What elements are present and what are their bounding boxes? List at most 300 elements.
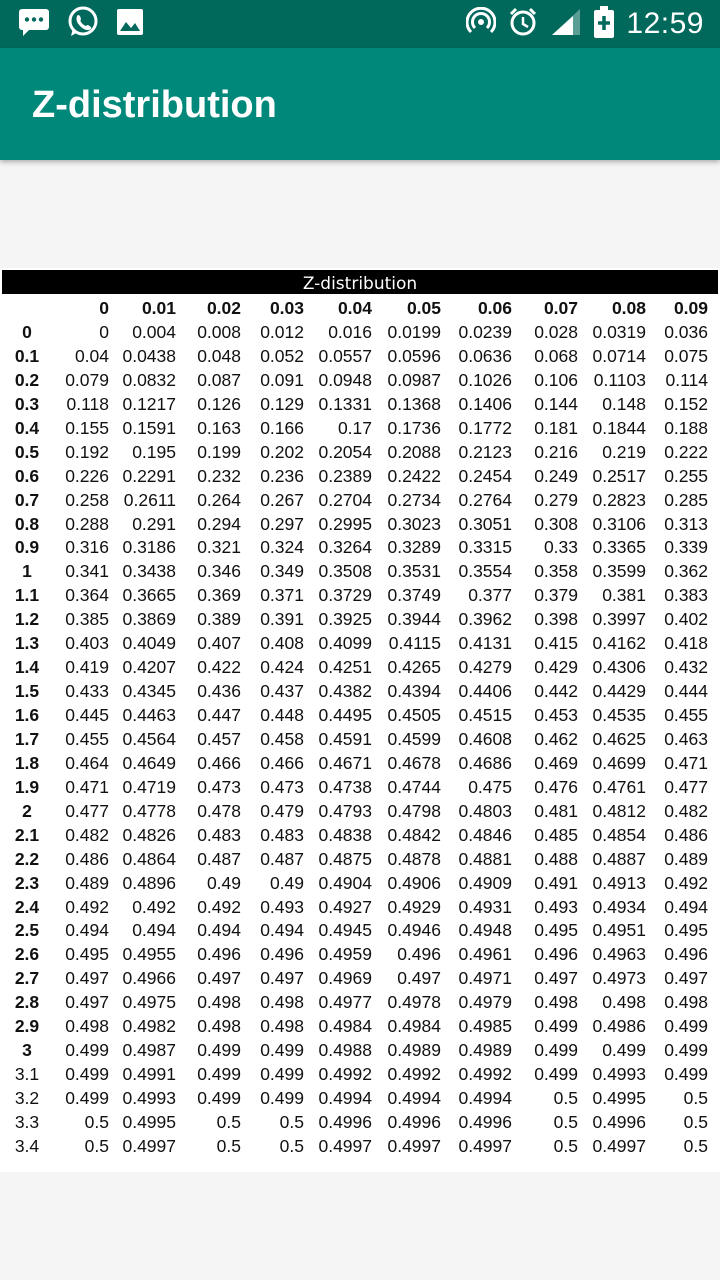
table-cell: 0.473 bbox=[197, 776, 241, 797]
table-cell: 0.499 bbox=[260, 1040, 304, 1061]
table-cell: 0.0987 bbox=[387, 369, 441, 390]
table-cell: 0.4997 bbox=[122, 1135, 176, 1156]
row-label: 2.7 bbox=[14, 968, 40, 989]
table-cell: 0.324 bbox=[260, 537, 304, 558]
table-cell: 0.49 bbox=[269, 872, 304, 893]
header-corner bbox=[8, 296, 46, 320]
table-cell: 0.476 bbox=[534, 776, 578, 797]
table-cell: 0.3264 bbox=[318, 537, 372, 558]
table-cell: 0.447 bbox=[197, 705, 241, 725]
table-cell: 0.473 bbox=[260, 776, 304, 797]
table-cell: 0.464 bbox=[65, 752, 109, 773]
table-cell: 0.33 bbox=[543, 537, 578, 558]
table-cell: 0.475 bbox=[468, 776, 512, 797]
table-cell: 0.285 bbox=[664, 489, 708, 510]
table-cell: 0.4463 bbox=[122, 705, 176, 725]
table-cell: 0.4909 bbox=[458, 872, 512, 893]
table-cell: 0.492 bbox=[132, 896, 176, 917]
table-cell: 0.499 bbox=[260, 1064, 304, 1085]
table-cell: 0.188 bbox=[664, 417, 708, 438]
table-cell: 0.226 bbox=[65, 465, 109, 486]
row-label: 0.1 bbox=[14, 345, 40, 366]
table-cell: 0.419 bbox=[65, 657, 109, 678]
table-cell: 0.482 bbox=[664, 800, 708, 821]
row-label: 1.3 bbox=[14, 633, 40, 654]
table-cell: 0.0319 bbox=[592, 322, 646, 342]
table-cell: 0.4049 bbox=[122, 633, 176, 654]
table-cell: 0.297 bbox=[260, 513, 304, 534]
table-cell: 0.3508 bbox=[318, 561, 372, 582]
table-cell: 0.4946 bbox=[387, 920, 441, 941]
table-cell: 0.3925 bbox=[318, 609, 372, 630]
row-label: 0.4 bbox=[14, 417, 40, 438]
table-cell: 0.144 bbox=[534, 393, 578, 414]
table-cell: 0.2704 bbox=[318, 489, 372, 510]
table-cell: 0.0636 bbox=[458, 345, 512, 366]
table-row bbox=[0, 607, 720, 631]
table-cell: 0.4251 bbox=[318, 657, 372, 678]
table-cell: 0.4977 bbox=[318, 992, 372, 1013]
table-row bbox=[0, 416, 720, 440]
table-cell: 0.364 bbox=[65, 585, 109, 606]
table-cell: 0.4207 bbox=[122, 657, 176, 678]
table-cell: 0.466 bbox=[197, 752, 241, 773]
table-cell: 0.313 bbox=[664, 513, 708, 534]
table-cell: 0.349 bbox=[260, 561, 304, 582]
table-cell: 0.2088 bbox=[387, 441, 441, 462]
table-cell: 0.498 bbox=[534, 992, 578, 1013]
table-cell: 0.445 bbox=[65, 705, 109, 725]
table-cell: 0.4929 bbox=[387, 896, 441, 917]
table-cell: 0.4993 bbox=[122, 1088, 176, 1108]
table-cell: 0.202 bbox=[260, 441, 304, 462]
table-cell: 0.341 bbox=[65, 561, 109, 582]
table-cell: 0.079 bbox=[65, 369, 109, 390]
table-cell: 0.106 bbox=[534, 369, 578, 390]
table-cell: 0.267 bbox=[260, 489, 304, 510]
table-cell: 0.462 bbox=[534, 728, 578, 749]
table-cell: 0.485 bbox=[534, 824, 578, 845]
table-cell: 0.4429 bbox=[592, 681, 646, 702]
table-cell: 0.499 bbox=[534, 1016, 578, 1037]
table-cell: 0.5 bbox=[553, 1111, 578, 1132]
table-cell: 0.0714 bbox=[592, 345, 646, 366]
table-cell: 0.4986 bbox=[592, 1016, 646, 1037]
table-cell: 0.398 bbox=[534, 609, 578, 630]
table-cell: 0.4719 bbox=[122, 776, 176, 797]
column-header: 0.06 bbox=[477, 298, 512, 318]
table-row bbox=[0, 655, 720, 679]
table-cell: 0.4505 bbox=[387, 705, 441, 725]
table-cell: 0.4984 bbox=[387, 1016, 441, 1037]
table-cell: 0.4987 bbox=[122, 1040, 176, 1061]
table-cell: 0.114 bbox=[665, 369, 708, 390]
table-cell: 0.3023 bbox=[387, 513, 441, 534]
table-cell: 0.455 bbox=[664, 705, 708, 725]
table-row bbox=[0, 583, 720, 607]
table-cell: 0.3438 bbox=[122, 561, 176, 582]
table-cell: 0.3186 bbox=[122, 537, 176, 558]
table-cell: 0.2389 bbox=[318, 465, 372, 486]
table-cell: 0.498 bbox=[260, 992, 304, 1013]
table-cell: 0.192 bbox=[65, 441, 109, 462]
table-cell: 0.498 bbox=[664, 992, 708, 1013]
table-cell: 0.118 bbox=[66, 393, 109, 414]
table-cell: 0.4826 bbox=[122, 824, 176, 845]
table-cell: 0.181 bbox=[534, 417, 578, 438]
table-cell: 0.5 bbox=[84, 1111, 109, 1132]
table-row bbox=[0, 464, 720, 488]
table-cell: 0.2611 bbox=[123, 489, 176, 510]
table-cell: 0.4963 bbox=[592, 944, 646, 965]
table-cell: 0.4864 bbox=[122, 848, 176, 869]
table-cell: 0.498 bbox=[197, 1016, 241, 1037]
table-row bbox=[0, 392, 720, 416]
table-cell: 0.489 bbox=[65, 872, 109, 893]
table-cell: 0.3869 bbox=[122, 609, 176, 630]
column-header: 0.04 bbox=[337, 298, 372, 318]
table-cell: 0.495 bbox=[65, 944, 109, 965]
table-cell: 0.4878 bbox=[387, 848, 441, 869]
table-header-row bbox=[0, 296, 720, 320]
table-cell: 0.126 bbox=[197, 393, 241, 414]
table-cell: 0.489 bbox=[664, 848, 708, 869]
table-cell: 0.389 bbox=[197, 609, 241, 630]
table-cell: 0.369 bbox=[197, 585, 241, 606]
table-row bbox=[0, 703, 720, 727]
table-cell: 0.4608 bbox=[458, 728, 512, 749]
row-label: 1.6 bbox=[14, 705, 40, 725]
table-cell: 0.4591 bbox=[318, 728, 372, 749]
table-cell: 0.499 bbox=[65, 1040, 109, 1061]
table-cell: 0.5 bbox=[216, 1111, 241, 1132]
table-cell: 0.494 bbox=[132, 920, 176, 941]
table-row bbox=[0, 799, 720, 823]
table-cell: 0.4973 bbox=[592, 968, 646, 989]
table-cell: 0.4625 bbox=[592, 728, 646, 749]
table-cell: 0.091 bbox=[260, 369, 304, 390]
table-cell: 0.2422 bbox=[387, 465, 441, 486]
table-cell: 0.3289 bbox=[387, 537, 441, 558]
table-cell: 0.492 bbox=[664, 872, 708, 893]
table-cell: 0.415 bbox=[534, 633, 578, 654]
table-cell: 0.499 bbox=[197, 1064, 241, 1085]
table-cell: 0.048 bbox=[197, 345, 241, 366]
table-cell: 0.5 bbox=[216, 1135, 241, 1156]
row-label: 1.8 bbox=[14, 752, 40, 773]
table-cell: 0.4881 bbox=[458, 848, 512, 869]
table-cell: 0.2764 bbox=[458, 489, 512, 510]
table-cell: 0.4989 bbox=[387, 1040, 441, 1061]
row-label: 2.8 bbox=[14, 992, 40, 1013]
row-label: 2.3 bbox=[14, 872, 40, 893]
table-cell: 0.4162 bbox=[592, 633, 646, 654]
table-cell: 0.1844 bbox=[592, 417, 646, 438]
table-cell: 0.4961 bbox=[458, 944, 512, 965]
table-cell: 0.4279 bbox=[458, 657, 512, 678]
table-cell: 0.2995 bbox=[318, 513, 372, 534]
table-cell: 0.5 bbox=[279, 1111, 304, 1132]
table-cell: 0.483 bbox=[197, 824, 241, 845]
table-row bbox=[0, 966, 720, 990]
column-header: 0 bbox=[99, 298, 109, 318]
column-header: 0.09 bbox=[673, 298, 708, 318]
row-label: 2.4 bbox=[14, 896, 40, 917]
table-cell: 0.4959 bbox=[318, 944, 372, 965]
table-cell: 0.1331 bbox=[318, 393, 372, 414]
row-label: 1 bbox=[22, 561, 32, 582]
table-cell: 0.028 bbox=[534, 322, 578, 342]
table-cell: 0.362 bbox=[664, 561, 708, 582]
table-cell: 0.199 bbox=[197, 441, 241, 462]
row-label: 2.1 bbox=[14, 824, 40, 845]
table-cell: 0.4985 bbox=[458, 1016, 512, 1037]
table-cell: 0.4564 bbox=[122, 728, 176, 749]
table-cell: 0.493 bbox=[260, 896, 304, 917]
table-cell: 0.4996 bbox=[387, 1111, 441, 1132]
table-cell: 0.04 bbox=[74, 345, 109, 366]
row-label: 0.6 bbox=[14, 465, 40, 486]
table-cell: 0.424 bbox=[260, 657, 304, 678]
table-cell: 0.288 bbox=[65, 513, 109, 534]
column-header: 0.01 bbox=[141, 298, 176, 318]
table-cell: 0.494 bbox=[664, 896, 708, 917]
message-icon bbox=[18, 7, 50, 42]
table-cell: 0.4761 bbox=[592, 776, 646, 797]
table-row bbox=[0, 559, 720, 583]
table-cell: 0.2823 bbox=[592, 489, 646, 510]
row-label: 2 bbox=[22, 800, 32, 821]
column-header: 0.08 bbox=[611, 298, 646, 318]
table-cell: 0.4997 bbox=[387, 1135, 441, 1156]
table-cell: 0.497 bbox=[260, 968, 304, 989]
table-cell: 0.279 bbox=[534, 489, 578, 510]
table-cell: 0.4945 bbox=[318, 920, 372, 941]
table-cell: 0.4854 bbox=[592, 824, 646, 845]
table-cell: 0.497 bbox=[197, 968, 241, 989]
table-body bbox=[0, 320, 720, 1158]
table-cell: 0.497 bbox=[65, 992, 109, 1013]
row-label: 0.2 bbox=[14, 369, 40, 390]
table-cell: 0.4934 bbox=[592, 896, 646, 917]
table-row bbox=[0, 1086, 720, 1110]
table-cell: 0.4997 bbox=[592, 1135, 646, 1156]
table-cell: 0.482 bbox=[65, 824, 109, 845]
table-cell: 0.294 bbox=[197, 513, 241, 534]
table-cell: 0.453 bbox=[534, 705, 578, 725]
table-cell: 0.3749 bbox=[387, 585, 441, 606]
table-cell: 0.3599 bbox=[592, 561, 646, 582]
table-cell: 0.498 bbox=[197, 992, 241, 1013]
table-cell: 0.4966 bbox=[122, 968, 176, 989]
table-cell: 0.471 bbox=[664, 752, 708, 773]
table-cell: 0.407 bbox=[197, 633, 241, 654]
row-label: 1.5 bbox=[14, 681, 40, 702]
table-cell: 0.1406 bbox=[458, 393, 512, 414]
table-cell: 0.129 bbox=[260, 393, 304, 414]
table-cell: 0.466 bbox=[260, 752, 304, 773]
table-cell: 0.494 bbox=[65, 920, 109, 941]
table-cell: 0.497 bbox=[65, 968, 109, 989]
table-cell: 0.494 bbox=[260, 920, 304, 941]
table-row bbox=[0, 320, 720, 344]
table-cell: 0.495 bbox=[534, 920, 578, 941]
table-row bbox=[0, 727, 720, 751]
table-cell: 0.477 bbox=[664, 776, 708, 797]
table-cell: 0.4115 bbox=[388, 633, 441, 654]
table-cell: 0.499 bbox=[197, 1088, 241, 1108]
table-cell: 0.377 bbox=[468, 585, 512, 606]
table-cell: 0.492 bbox=[197, 896, 241, 917]
table-cell: 0.321 bbox=[197, 537, 241, 558]
app-bar bbox=[0, 48, 720, 160]
table-cell: 0.4535 bbox=[592, 705, 646, 725]
table-cell: 0.499 bbox=[534, 1040, 578, 1061]
table-cell: 0.497 bbox=[397, 968, 441, 989]
table-cell: 0.036 bbox=[664, 322, 708, 342]
table-cell: 0.195 bbox=[132, 441, 176, 462]
table-cell: 0.498 bbox=[602, 992, 646, 1013]
table-title: Z-distribution bbox=[2, 270, 718, 294]
table-cell: 0.216 bbox=[534, 441, 578, 462]
table-cell: 0.2734 bbox=[387, 489, 441, 510]
table-cell: 0.4495 bbox=[318, 705, 372, 725]
table-cell: 0.496 bbox=[397, 944, 441, 965]
table-cell: 0.4131 bbox=[458, 633, 512, 654]
table-cell: 0.458 bbox=[260, 728, 304, 749]
table-cell: 0.4995 bbox=[592, 1088, 646, 1108]
row-label: 3.1 bbox=[14, 1064, 40, 1085]
table-cell: 0.316 bbox=[65, 537, 109, 558]
table-cell: 0.4896 bbox=[122, 872, 176, 893]
table-cell: 0.4744 bbox=[387, 776, 441, 797]
table-cell: 0.4875 bbox=[318, 848, 372, 869]
table-cell: 0.5 bbox=[84, 1135, 109, 1156]
table-cell: 0.5 bbox=[683, 1135, 708, 1156]
table-cell: 0.4988 bbox=[318, 1040, 372, 1061]
table-cell: 0.498 bbox=[260, 1016, 304, 1037]
table-cell: 0.444 bbox=[664, 681, 708, 702]
table-cell: 0.2454 bbox=[458, 465, 512, 486]
table-cell: 0.4992 bbox=[387, 1064, 441, 1085]
row-label: 2.5 bbox=[14, 920, 40, 941]
table-row bbox=[0, 1110, 720, 1134]
table-cell: 0.5 bbox=[683, 1088, 708, 1108]
table-cell: 0.2291 bbox=[122, 465, 176, 486]
table-row bbox=[0, 512, 720, 536]
row-label: 3 bbox=[22, 1040, 32, 1061]
table-cell: 0.4798 bbox=[387, 800, 441, 821]
table-cell: 0.4951 bbox=[592, 920, 646, 941]
table-cell: 0.264 bbox=[197, 489, 241, 510]
row-label: 1.2 bbox=[14, 609, 40, 630]
table-cell: 0.339 bbox=[664, 537, 708, 558]
table-cell: 0.4971 bbox=[458, 968, 512, 989]
table-cell: 0.4887 bbox=[592, 848, 646, 869]
status-bar-right bbox=[466, 8, 704, 40]
row-label: 0.7 bbox=[14, 489, 40, 510]
table-cell: 0.4996 bbox=[592, 1111, 646, 1132]
table-cell: 0.499 bbox=[664, 1040, 708, 1061]
table-row bbox=[0, 440, 720, 464]
table-cell: 0.4649 bbox=[122, 752, 176, 773]
table-cell: 0.4955 bbox=[122, 944, 176, 965]
row-label: 0.8 bbox=[14, 513, 40, 534]
table-row bbox=[0, 871, 720, 895]
status-bar-left bbox=[18, 8, 144, 40]
status-time: 12:59 bbox=[626, 7, 704, 40]
table-cell: 0.4975 bbox=[122, 992, 176, 1013]
table-cell: 0.4842 bbox=[387, 824, 441, 845]
table-cell: 0.052 bbox=[260, 345, 304, 366]
table-cell: 0.346 bbox=[197, 561, 241, 582]
z-table bbox=[0, 268, 720, 1172]
table-cell: 0.437 bbox=[260, 681, 304, 702]
table-cell: 0.487 bbox=[197, 848, 241, 869]
table-cell: 0.4978 bbox=[387, 992, 441, 1013]
row-label: 3.2 bbox=[14, 1088, 40, 1108]
row-label: 2.9 bbox=[14, 1016, 40, 1037]
table-cell: 0.3531 bbox=[387, 561, 441, 582]
table-cell: 0.148 bbox=[602, 393, 646, 414]
table-cell: 0.4994 bbox=[318, 1088, 372, 1108]
app-title: Z-distribution bbox=[32, 84, 277, 126]
table-cell: 0.442 bbox=[534, 681, 578, 702]
table-cell: 0.236 bbox=[260, 465, 304, 486]
table-cell: 0.429 bbox=[534, 657, 578, 678]
battery-icon bbox=[594, 6, 614, 43]
table-row bbox=[0, 775, 720, 799]
table-cell: 0.4812 bbox=[592, 800, 646, 821]
table-row bbox=[0, 1062, 720, 1086]
table-cell: 0.497 bbox=[664, 968, 708, 989]
table-row bbox=[0, 488, 720, 512]
table-cell: 0.457 bbox=[197, 728, 241, 749]
table-cell: 0.1368 bbox=[387, 393, 441, 414]
table-cell: 0.4699 bbox=[592, 752, 646, 773]
column-header: 0.05 bbox=[406, 298, 441, 318]
table-cell: 0.016 bbox=[328, 322, 372, 342]
row-label: 0.3 bbox=[14, 393, 40, 414]
table-cell: 0.379 bbox=[534, 585, 578, 606]
table-cell: 0.3997 bbox=[592, 609, 646, 630]
table-cell: 0.49 bbox=[206, 872, 241, 893]
table-cell: 0.0948 bbox=[318, 369, 372, 390]
table-cell: 0.499 bbox=[65, 1064, 109, 1085]
table-cell: 0.4997 bbox=[458, 1135, 512, 1156]
table-cell: 0.4996 bbox=[458, 1111, 512, 1132]
table-row bbox=[0, 535, 720, 559]
table-cell: 0.371 bbox=[260, 585, 304, 606]
table-row bbox=[0, 679, 720, 703]
row-label: 1.9 bbox=[14, 776, 40, 797]
table-cell: 0.491 bbox=[534, 872, 578, 893]
table-cell: 0.4995 bbox=[122, 1111, 176, 1132]
table-cell: 0.2054 bbox=[318, 441, 372, 462]
table-cell: 0.4994 bbox=[387, 1088, 441, 1108]
table-cell: 0.0557 bbox=[318, 345, 372, 366]
column-header: 0.03 bbox=[269, 298, 304, 318]
table-cell: 0 bbox=[99, 322, 109, 342]
table-cell: 0.493 bbox=[534, 896, 578, 917]
table-cell: 0.4931 bbox=[458, 896, 512, 917]
table-cell: 0.1026 bbox=[458, 369, 512, 390]
table-cell: 0.381 bbox=[602, 585, 646, 606]
table-row bbox=[0, 895, 720, 919]
table-cell: 0.481 bbox=[534, 800, 578, 821]
signal-icon bbox=[550, 8, 582, 41]
table-cell: 0.479 bbox=[260, 800, 304, 821]
